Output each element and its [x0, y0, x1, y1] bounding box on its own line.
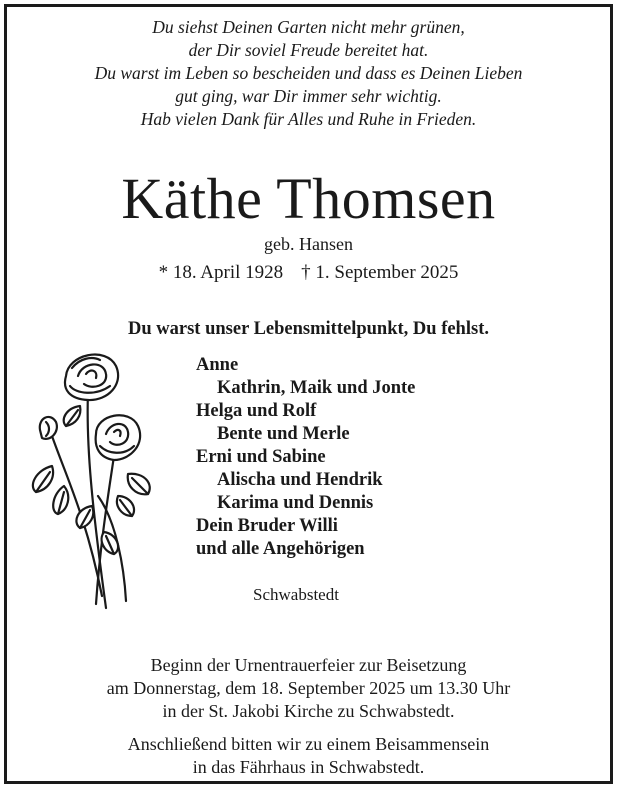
- service-line: Beginn der Urnentrauerfeier zur Beisetzung: [150, 655, 467, 675]
- poem-line: Du siehst Deinen Garten nicht mehr grünen,: [152, 17, 465, 37]
- gathering-line: in das Fährhaus in Schwabstedt.: [192, 757, 425, 777]
- poem-line: Du warst im Leben so bescheiden und dass es Deinen Lieben: [94, 63, 523, 83]
- poem-line: Hab vielen Dank für Alles und Ruhe in Frieden.: [140, 109, 477, 129]
- mourner-line: Dein Bruder Willi: [196, 516, 338, 536]
- mourner-line: Erni und Sabine: [196, 447, 326, 467]
- service-line: am Donnerstag, dem 18. September 2025 um 13.30 Uhr: [106, 678, 511, 698]
- poem-line: der Dir soviel Freude bereitet hat.: [188, 40, 429, 60]
- rose-illustration-icon: [26, 346, 160, 616]
- service-line: in der St. Jakobi Kirche zu Schwabstedt.: [162, 701, 455, 721]
- birth-name: geb. Hansen: [264, 234, 353, 254]
- place-name: Schwabstedt: [253, 585, 339, 604]
- mourner-line: Alischa und Hendrik: [217, 470, 383, 490]
- mourner-line: Bente und Merle: [217, 424, 350, 444]
- death-date: † 1. September 2025: [301, 262, 459, 283]
- service-announcement: [0, 654, 617, 723]
- poem-line: gut ging, war Dir immer sehr wichtig.: [175, 86, 442, 106]
- mourner-line: Anne: [196, 355, 239, 375]
- memorial-poem: [0, 16, 617, 131]
- mourner-line: und alle Angehörigen: [196, 539, 365, 559]
- motto: Du warst unser Lebensmittelpunkt, Du fehlst.: [128, 319, 489, 339]
- mourner-line: Helga und Rolf: [196, 401, 317, 421]
- gathering-line: Anschließend bitten wir zu einem Beisammensein: [127, 734, 490, 754]
- mourner-line: Kathrin, Maik und Jonte: [217, 378, 416, 398]
- life-dates: [0, 261, 617, 285]
- birth-date: * 18. April 1928: [158, 262, 284, 283]
- deceased-name: Käthe Thomsen: [121, 166, 496, 231]
- mourner-line: Karima und Dennis: [217, 493, 374, 513]
- gathering-announcement: [0, 733, 617, 779]
- mourners-list: [196, 354, 415, 561]
